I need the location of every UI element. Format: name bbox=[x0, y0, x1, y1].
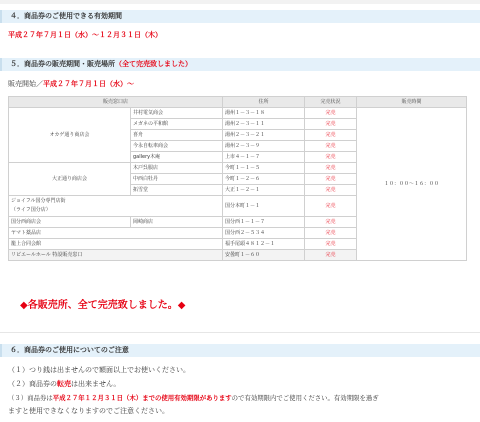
section4-heading bbox=[0, 10, 480, 23]
shop-address: 湯州１－３－１８ bbox=[223, 108, 305, 119]
group-riviere: リビエールホール 特設販売窓口 bbox=[9, 250, 223, 261]
note-3-continued: ますと使用できなくなりますのでご注意ください。 bbox=[8, 407, 169, 415]
group-yamato: ヤマト薬品店 bbox=[9, 228, 223, 239]
note-1: （１）つり銭は出ませんので額面以上でお使いください。 bbox=[8, 366, 190, 374]
sales-start-label: 販売開始／ bbox=[8, 80, 43, 88]
section5-heading-text: ５．商品券の販売期間・販売場所 bbox=[10, 60, 115, 68]
shop-address: 湯州２－３－９ bbox=[223, 141, 305, 152]
note-2-pre: （２）商品券の bbox=[8, 380, 57, 388]
note-2-emphasis: 転売 bbox=[57, 380, 71, 388]
shop-address: 今町１－１－５ bbox=[223, 163, 305, 174]
shop-name: 井村電気商会 bbox=[131, 108, 223, 119]
shop-address: 湯州２－３－１１ bbox=[223, 119, 305, 130]
sales-start-date: 平成２７年７月１日（水）～ bbox=[43, 80, 134, 88]
status-badge: 完売 bbox=[305, 141, 357, 152]
sales-locations-table bbox=[8, 96, 467, 261]
shop-name: 今永自転車商会 bbox=[131, 141, 223, 152]
status-badge: 完売 bbox=[305, 163, 357, 174]
group-okage: オカゲ通り商店会 bbox=[9, 108, 131, 163]
status-badge: 完売 bbox=[305, 250, 357, 261]
header-shop: 販売窓口店 bbox=[9, 97, 223, 108]
shop-name: 喜舟 bbox=[131, 130, 223, 141]
status-badge: 完売 bbox=[305, 185, 357, 196]
table-row bbox=[9, 108, 467, 119]
sold-out-notice: ◆各販売所、全て完売致しました。◆ bbox=[20, 300, 186, 311]
status-badge: 完売 bbox=[305, 152, 357, 163]
top-border bbox=[0, 0, 480, 4]
section4-heading-text: ４．商品券のご使用できる有効期間 bbox=[10, 12, 122, 20]
section5-heading-note: （全て完売致しました） bbox=[115, 60, 192, 68]
shop-address: 福手尾頭４８１２－１ bbox=[223, 239, 305, 250]
shop-name: 岡崎商店 bbox=[131, 217, 223, 228]
status-badge: 完売 bbox=[305, 228, 357, 239]
header-status: 完売状況 bbox=[305, 97, 357, 108]
sales-time-main: １０：００～１６：００ bbox=[357, 108, 467, 261]
sales-start bbox=[8, 80, 134, 89]
section6-heading bbox=[0, 344, 480, 357]
shop-name: gallery木庵 bbox=[131, 152, 223, 163]
status-badge: 完売 bbox=[305, 174, 357, 185]
divider bbox=[0, 332, 480, 333]
status-badge: 完売 bbox=[305, 108, 357, 119]
shop-address: 今町１－２－６ bbox=[223, 174, 305, 185]
shop-name: 中西白牡丹 bbox=[131, 174, 223, 185]
status-badge: 完売 bbox=[305, 217, 357, 228]
header-address: 住所 bbox=[223, 97, 305, 108]
shop-address: 国分西２－５３４ bbox=[223, 228, 305, 239]
shop-address: 湯州２－３－２１ bbox=[223, 130, 305, 141]
header-time: 販売時間 bbox=[357, 97, 467, 108]
shop-address: 国分本町１－１ bbox=[223, 196, 305, 217]
validity-period: 平成２７年７月１日（水）～１２月３１日（木） bbox=[8, 31, 162, 39]
note-3 bbox=[8, 394, 379, 403]
status-badge: 完売 bbox=[305, 196, 357, 217]
status-badge: 完売 bbox=[305, 119, 357, 130]
shop-name: 拓雪堂 bbox=[131, 185, 223, 196]
shop-name: メガネの平和館 bbox=[131, 119, 223, 130]
note-2-post: は出来ません。 bbox=[71, 380, 121, 388]
note-3-emphasis: 平成２７年１２月３１日（木）までの使用有効期限があります bbox=[52, 394, 232, 402]
group-kokubu-nishi: 国分西商店会 bbox=[9, 217, 131, 228]
group-taisho: 大正通り商店会 bbox=[9, 163, 131, 196]
group-joyful: ジョイフル国分専門店街 （ライフ国分店） bbox=[9, 196, 223, 217]
table-header-row bbox=[9, 97, 467, 108]
shop-name: 木戸呉服店 bbox=[131, 163, 223, 174]
status-badge: 完売 bbox=[305, 239, 357, 250]
status-badge: 完売 bbox=[305, 130, 357, 141]
note-3-post: ので有効期限内でご使用ください。有効期限を過ぎ bbox=[231, 394, 379, 402]
shop-address: 国分西１－１－７ bbox=[223, 217, 305, 228]
group-kagoue: 籠上合同会館 bbox=[9, 239, 223, 250]
shop-address: 大正１－２－１ bbox=[223, 185, 305, 196]
note-3-pre: （３）商品券は bbox=[8, 394, 53, 402]
note-2 bbox=[8, 380, 120, 389]
shop-address: 上市４－１－７ bbox=[223, 152, 305, 163]
shop-address: 安曇町１－６０ bbox=[223, 250, 305, 261]
section5-heading bbox=[0, 58, 480, 71]
section6-heading-text: ６．商品券のご使用についてのご注意 bbox=[10, 346, 129, 354]
